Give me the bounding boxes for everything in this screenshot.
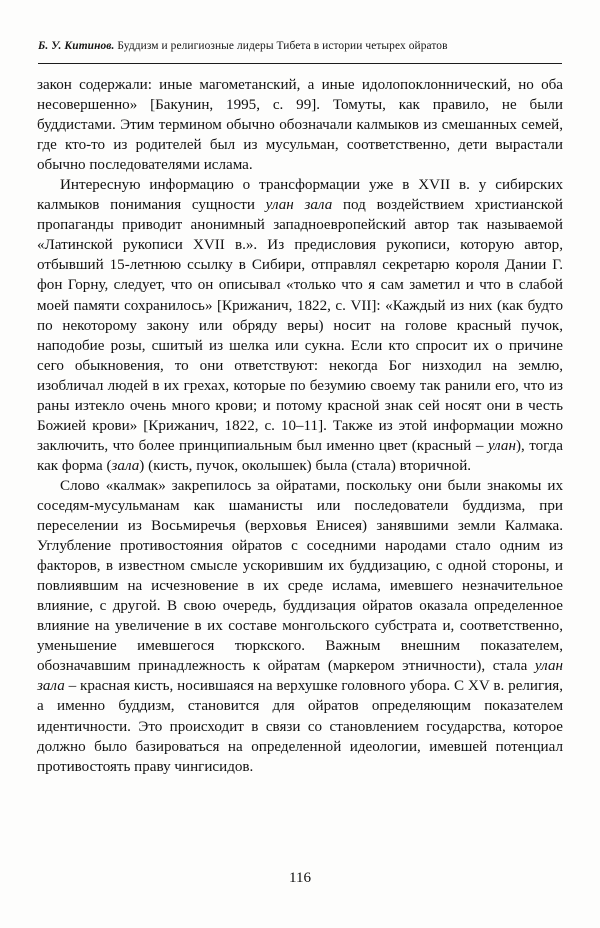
text-run: Интересную информацию о трансформации уже в XVII в. у сибирских калмыков понимания сущности bbox=[37, 177, 563, 214]
text-run: закон содержали: иные магометанский, а иные идолопоклоннический, но оба несовершенно» [Бакунин, 1995, с. 99]. Томуты, как правило, не были буддистами. Этим термином обычно обозначали калмыков из смешанных семей, где кто-то из родителей был из мусульман, соответственно, дети вырастали обычно последователями ислама. bbox=[37, 77, 563, 174]
emphasis-term: улан зала bbox=[37, 658, 563, 695]
text-run: ), тогда как форма ( bbox=[37, 437, 563, 474]
running-head bbox=[38, 38, 562, 54]
body-text bbox=[37, 75, 563, 777]
text-run: под воздействием христианской пропаганды приводит анонимный западноевропейский автор так называемой «Латинской рукописи XVII в.». Из предисловия рукописи, которую автор, отбывший 15-летнюю ссылку в Сибири, отправлял секретарю короля Дании Г. фон Горну, следует, что он описывал «только что я сам заметил и что в слабой моей памяти сохранилось» [Крижанич, 1822, с. VII]: «Каждый из них (как будто по некоторому закону или обряду веры) носит на голове красный пучок, наподобие розы, сшитый из шелка или сукна. Если кто спросит их о причине сего обыкновения, то они ответствуют: некогда Бог низходил на землю, изобличал людей в их грехах, которые по безумию своему так ранили его, что из раны изтекло очень много крови; и потому красной знак сей носят они в честь Божией крови» [Крижанич, 1822, с. 10–11]. Также из этой информации можно заключить, что более принципиальным был именно цвет (красный – bbox=[37, 197, 563, 454]
page-number: 116 bbox=[288, 870, 312, 886]
text-run: Слово «калмак» закрепилось за ойратами, поскольку они были знакомы их соседям-мусульманам как шаманисты или последователи буддизма, при переселении из Восьмиречья (верховья Енисея) занявшими земли Калмака. Углубление противостояния ойратов с соседними народами стало одним из факторов, в известном смысле ускорившим их буддизацию, с одной стороны, и повлиявшим на исчезновение в их среде ислама, имевшего незначительное влияние, с другой. В свою очередь, буддизация ойратов оказала определенное влияние на увеличение в их составе монгольского субстрата и, соответственно, уменьшение имевшегося тюркского. Важным внешним показателем, обозначавшим принадлежность к ойратам (маркером этничности), стала bbox=[37, 477, 563, 675]
running-head-title: Буддизм и религиозные лидеры Тибета в истории четырех ойратов bbox=[117, 40, 448, 52]
body-paragraph bbox=[37, 476, 563, 777]
header-rule bbox=[38, 63, 562, 64]
emphasis-term: зала bbox=[111, 457, 140, 474]
body-paragraph bbox=[37, 175, 563, 476]
emphasis-term: улан bbox=[487, 437, 516, 454]
text-run: – красная кисть, носившаяся на верхушке головного убора. С XV в. религия, а именно буддизм, становится для ойратов определяющим показателем идентичности. Это происходит в связи со становлением государства, которое должно было базироваться на определенной идеологии, имевшей потенциал противостоять праву чингисидов. bbox=[37, 678, 563, 775]
running-head-author: Б. У. Китинов. bbox=[38, 40, 115, 52]
text-run: ) (кисть, пучок, околышек) была (стала) вторичной. bbox=[139, 457, 472, 474]
emphasis-term: улан зала bbox=[265, 197, 333, 214]
body-paragraph bbox=[37, 75, 563, 175]
